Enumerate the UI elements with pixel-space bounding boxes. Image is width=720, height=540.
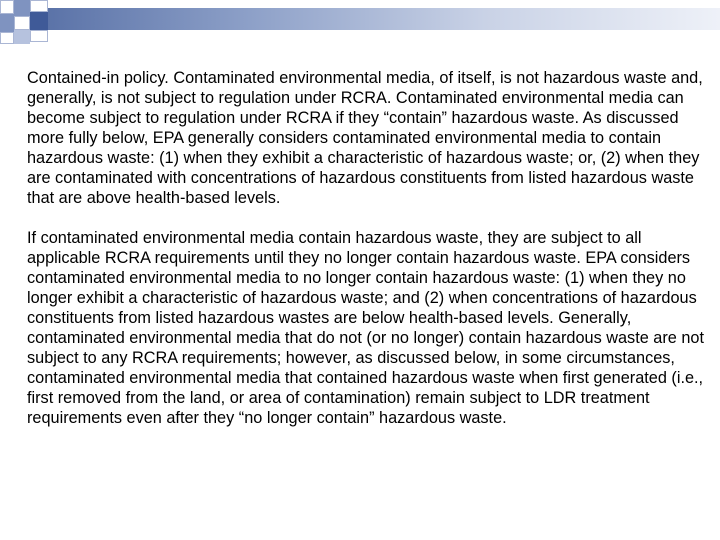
decorative-square: [0, 0, 14, 14]
paragraph-text: Contaminated environmental media, of itself, is not hazardous waste and, generally, is not subject to regulation under RCRA. Contaminated environmental media can become subject to regulation under RCRA if they “contain” hazardous waste. As discussed more fully below, EPA generally considers contaminated environmental media to contain hazardous waste: (1) when they exhibit a characteristic of hazardous waste; or, (2) when they are contaminated with concentrations of hazardous constituents from listed hazardous waste that are above health-based levels.: [27, 69, 703, 207]
paragraph-lead-term: Contained-in policy.: [27, 69, 169, 87]
paragraph-text: If contaminated environmental media contain hazardous waste, they are subject to all applicable RCRA requirements until they no longer contain hazardous waste. EPA considers contaminated environmental media to no longer contain hazardous waste: (1) when they no longer exhibit a characteristic of hazardous waste; and (2) when concentrations of hazardous constituents from listed hazardous wastes are below health-based levels. Generally, contaminated environmental media that do not (or no longer) contain hazardous waste are not subject to any RCRA requirements; however, as discussed below, in some circumstances, contaminated environmental media that contained hazardous waste when first generated (i.e., first removed from the land, or area of contamination) remain subject to LDR treatment requirements even after they “no longer contain” hazardous waste.: [27, 229, 704, 427]
decorative-square: [14, 16, 30, 30]
decorative-square: [14, 30, 30, 44]
decorative-square: [30, 30, 48, 42]
slide-header-decoration: [0, 0, 720, 46]
slide-body: [27, 68, 713, 428]
decorative-square: [30, 12, 48, 30]
decorative-square: [14, 0, 30, 16]
header-gradient-bar: [48, 8, 720, 30]
decorative-square: [0, 32, 14, 44]
decorative-square: [0, 14, 14, 32]
decorative-square: [30, 0, 48, 12]
paragraph-contain-hazardous-waste: [27, 228, 713, 428]
paragraph-contained-in-policy: [27, 68, 713, 208]
